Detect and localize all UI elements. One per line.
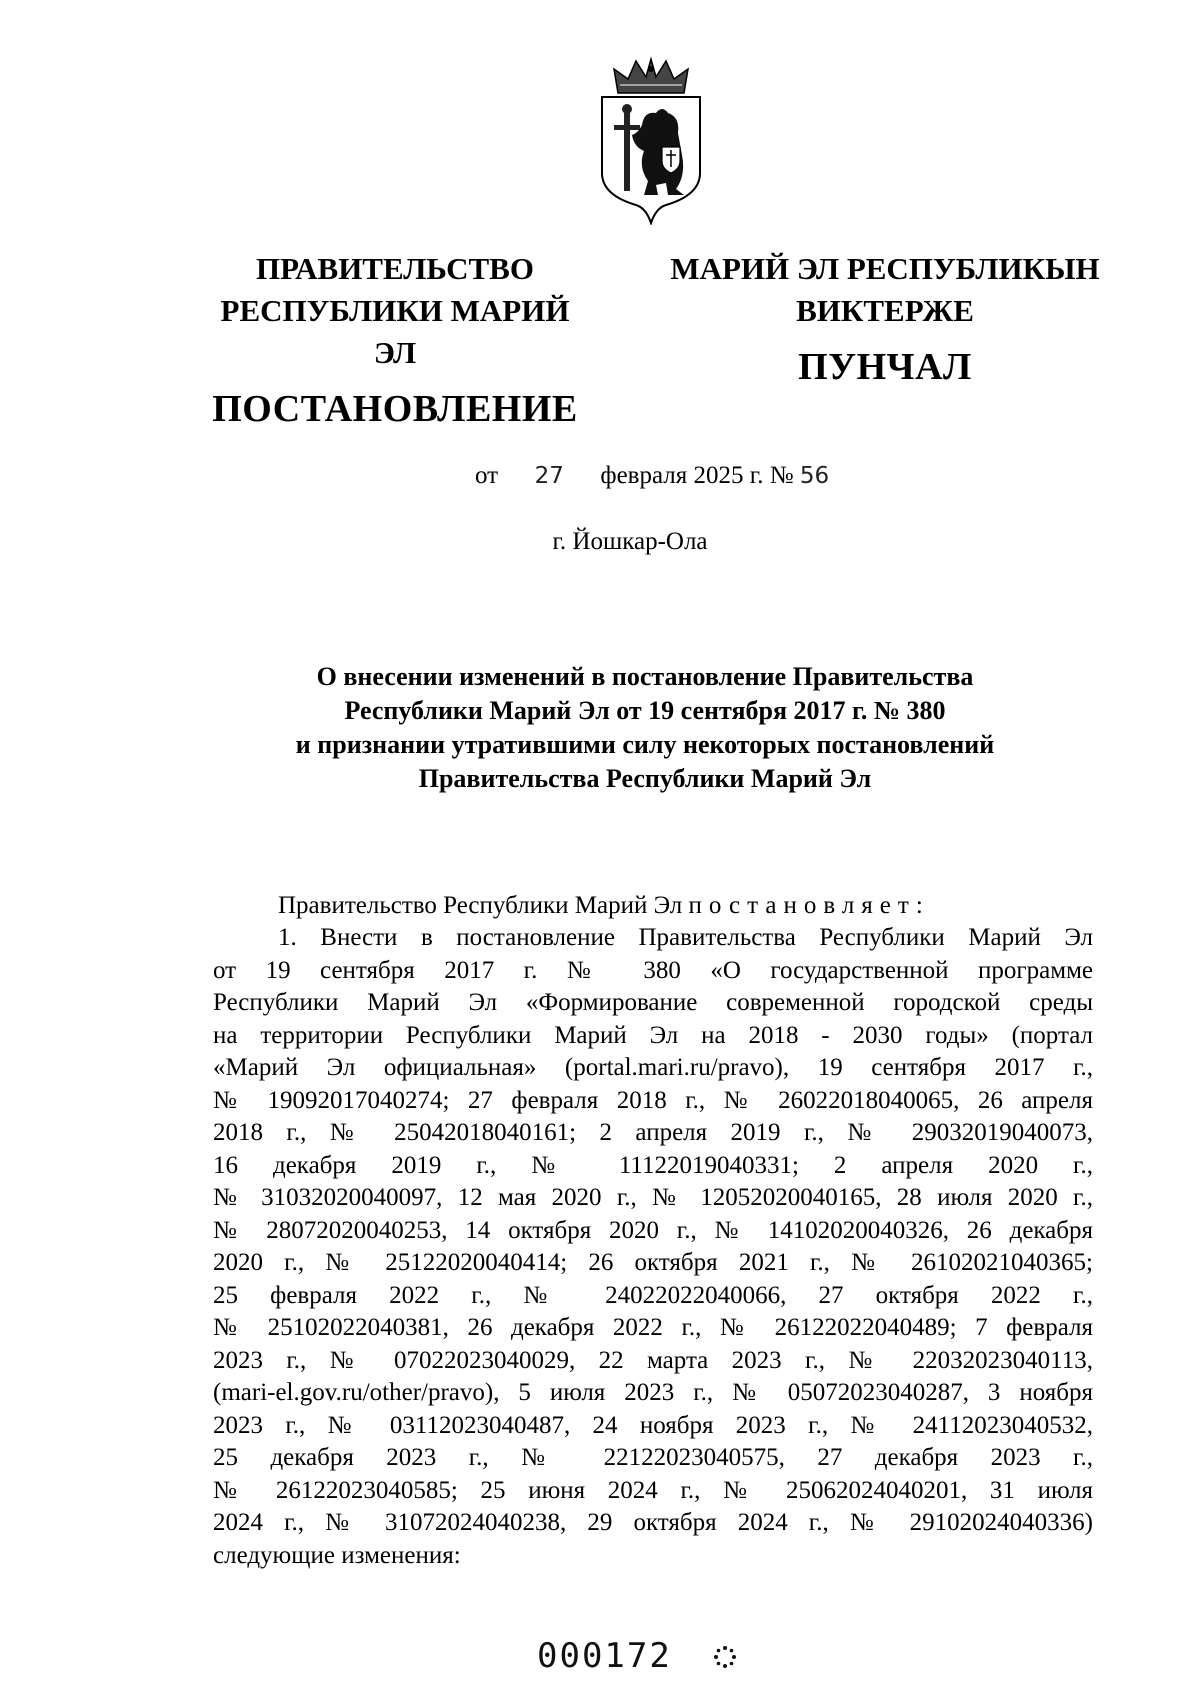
date-month-year: февраля 2025 г. № (600, 462, 794, 489)
document-title (220, 660, 1070, 796)
intro-verb: постановляет: (688, 892, 930, 919)
date-prefix: от (475, 462, 499, 489)
date-day: 27 (534, 463, 564, 489)
city: г. Йошкар-Ола (552, 528, 708, 555)
title-line: Правительства Республики Марий Эл (418, 764, 872, 793)
paragraph-line: 25 февраля 2022 г., № 24022022040066, 27 октября 2022 г., (213, 1281, 1093, 1309)
paragraph-line: 2023 г., № 03112023040487, 24 ноября 2023 г., № 24112023040532, (213, 1411, 1093, 1439)
paragraph-line: 16 декабря 2019 г., № 11122019040331; 2 апреля 2020 г., (213, 1151, 1093, 1179)
paragraph-line: от 19 сентября 2017 г. № 380 «О государственной программе (213, 956, 1093, 984)
paragraph-line: № 31032020040097, 12 мая 2020 г., № 12052020040165, 28 июля 2020 г., (213, 1184, 1093, 1211)
paragraph-line: следующие изменения: (213, 1541, 461, 1569)
document-type-ru: ПОСТАНОВЛЕНИЕ (212, 388, 578, 430)
paragraph-line: 2018 г., № 25042018040161; 2 апреля 2019 г., № 29032019040073, (213, 1119, 1093, 1146)
coat-of-arms-icon (596, 55, 706, 225)
header-left-line2: РЕСПУБЛИКИ МАРИЙ ЭЛ (220, 293, 570, 370)
paragraph-line: «Марий Эл официальная» (portal.mari.ru/pravo), 19 сентября 2017 г., (213, 1054, 1093, 1081)
paragraph-line: № 19092017040274; 27 февраля 2018 г., № 26022018040065, 26 апреля (213, 1086, 1093, 1114)
header-left-block (200, 248, 590, 430)
paragraph-line: № 25102022040381, 26 декабря 2022 г., № 26122022040489; 7 февраля (213, 1314, 1093, 1341)
document-date (475, 462, 829, 490)
paragraph-line: 2020 г., № 25122020040414; 26 октября 2021 г., № 26102021040365; (213, 1249, 1093, 1276)
paragraph-line: 2023 г., № 07022023040029, 22 марта 2023 г., № 22032023040113, (213, 1346, 1093, 1374)
header-right-line1: МАРИЙ ЭЛ РЕСПУБЛИКЫН (670, 251, 1100, 286)
paragraph-1 (213, 922, 1093, 1572)
paragraph-line: № 26122023040585; 25 июня 2024 г., № 25062024040201, 31 июля (213, 1476, 1093, 1504)
paragraph-line: 1. Внести в постановление Правительства Республики Марий Эл (278, 924, 1093, 951)
paragraph-line: Республики Марий Эл «Формирование современной городской среды (213, 989, 1093, 1016)
document-number: 56 (799, 463, 830, 489)
paragraph-line: № 28072020040253, 14 октября 2020 г., № 14102020040326, 26 декабря (213, 1216, 1093, 1244)
serial-number: 000172 (537, 1636, 672, 1676)
header-right-block (655, 248, 1115, 388)
title-line: и признании утратившими силу некоторых постановлений (295, 730, 995, 759)
paragraph-line: на территории Республики Марий Эл на 2018 - 2030 годы» (портал (213, 1021, 1093, 1049)
intro-subject: Правительство Республики Марий Эл (278, 892, 683, 919)
paragraph-line: 25 декабря 2023 г., № 22122023040575, 27 декабря 2023 г., (213, 1444, 1093, 1471)
title-line: О внесении изменений в постановление Правительства (316, 662, 974, 691)
header-right-line2: ВИКТЕРЖЕ (796, 293, 974, 328)
document-type-mari: ПУНЧАЛ (798, 346, 972, 388)
intro-line (213, 890, 1093, 923)
paragraph-line: 2024 г., № 31072024040238, 29 октября 2024 г., № 29102024040336) (213, 1509, 1093, 1536)
asterisk-mark-icon (712, 1644, 738, 1670)
header-left-line1: ПРАВИТЕЛЬСТВО (256, 251, 534, 286)
paragraph-line: (mari-el.gov.ru/other/pravo), 5 июля 2023 г., № 05072023040287, 3 ноября (213, 1379, 1093, 1406)
title-line: Республики Марий Эл от 19 сентября 2017 г. № 380 (344, 696, 946, 725)
